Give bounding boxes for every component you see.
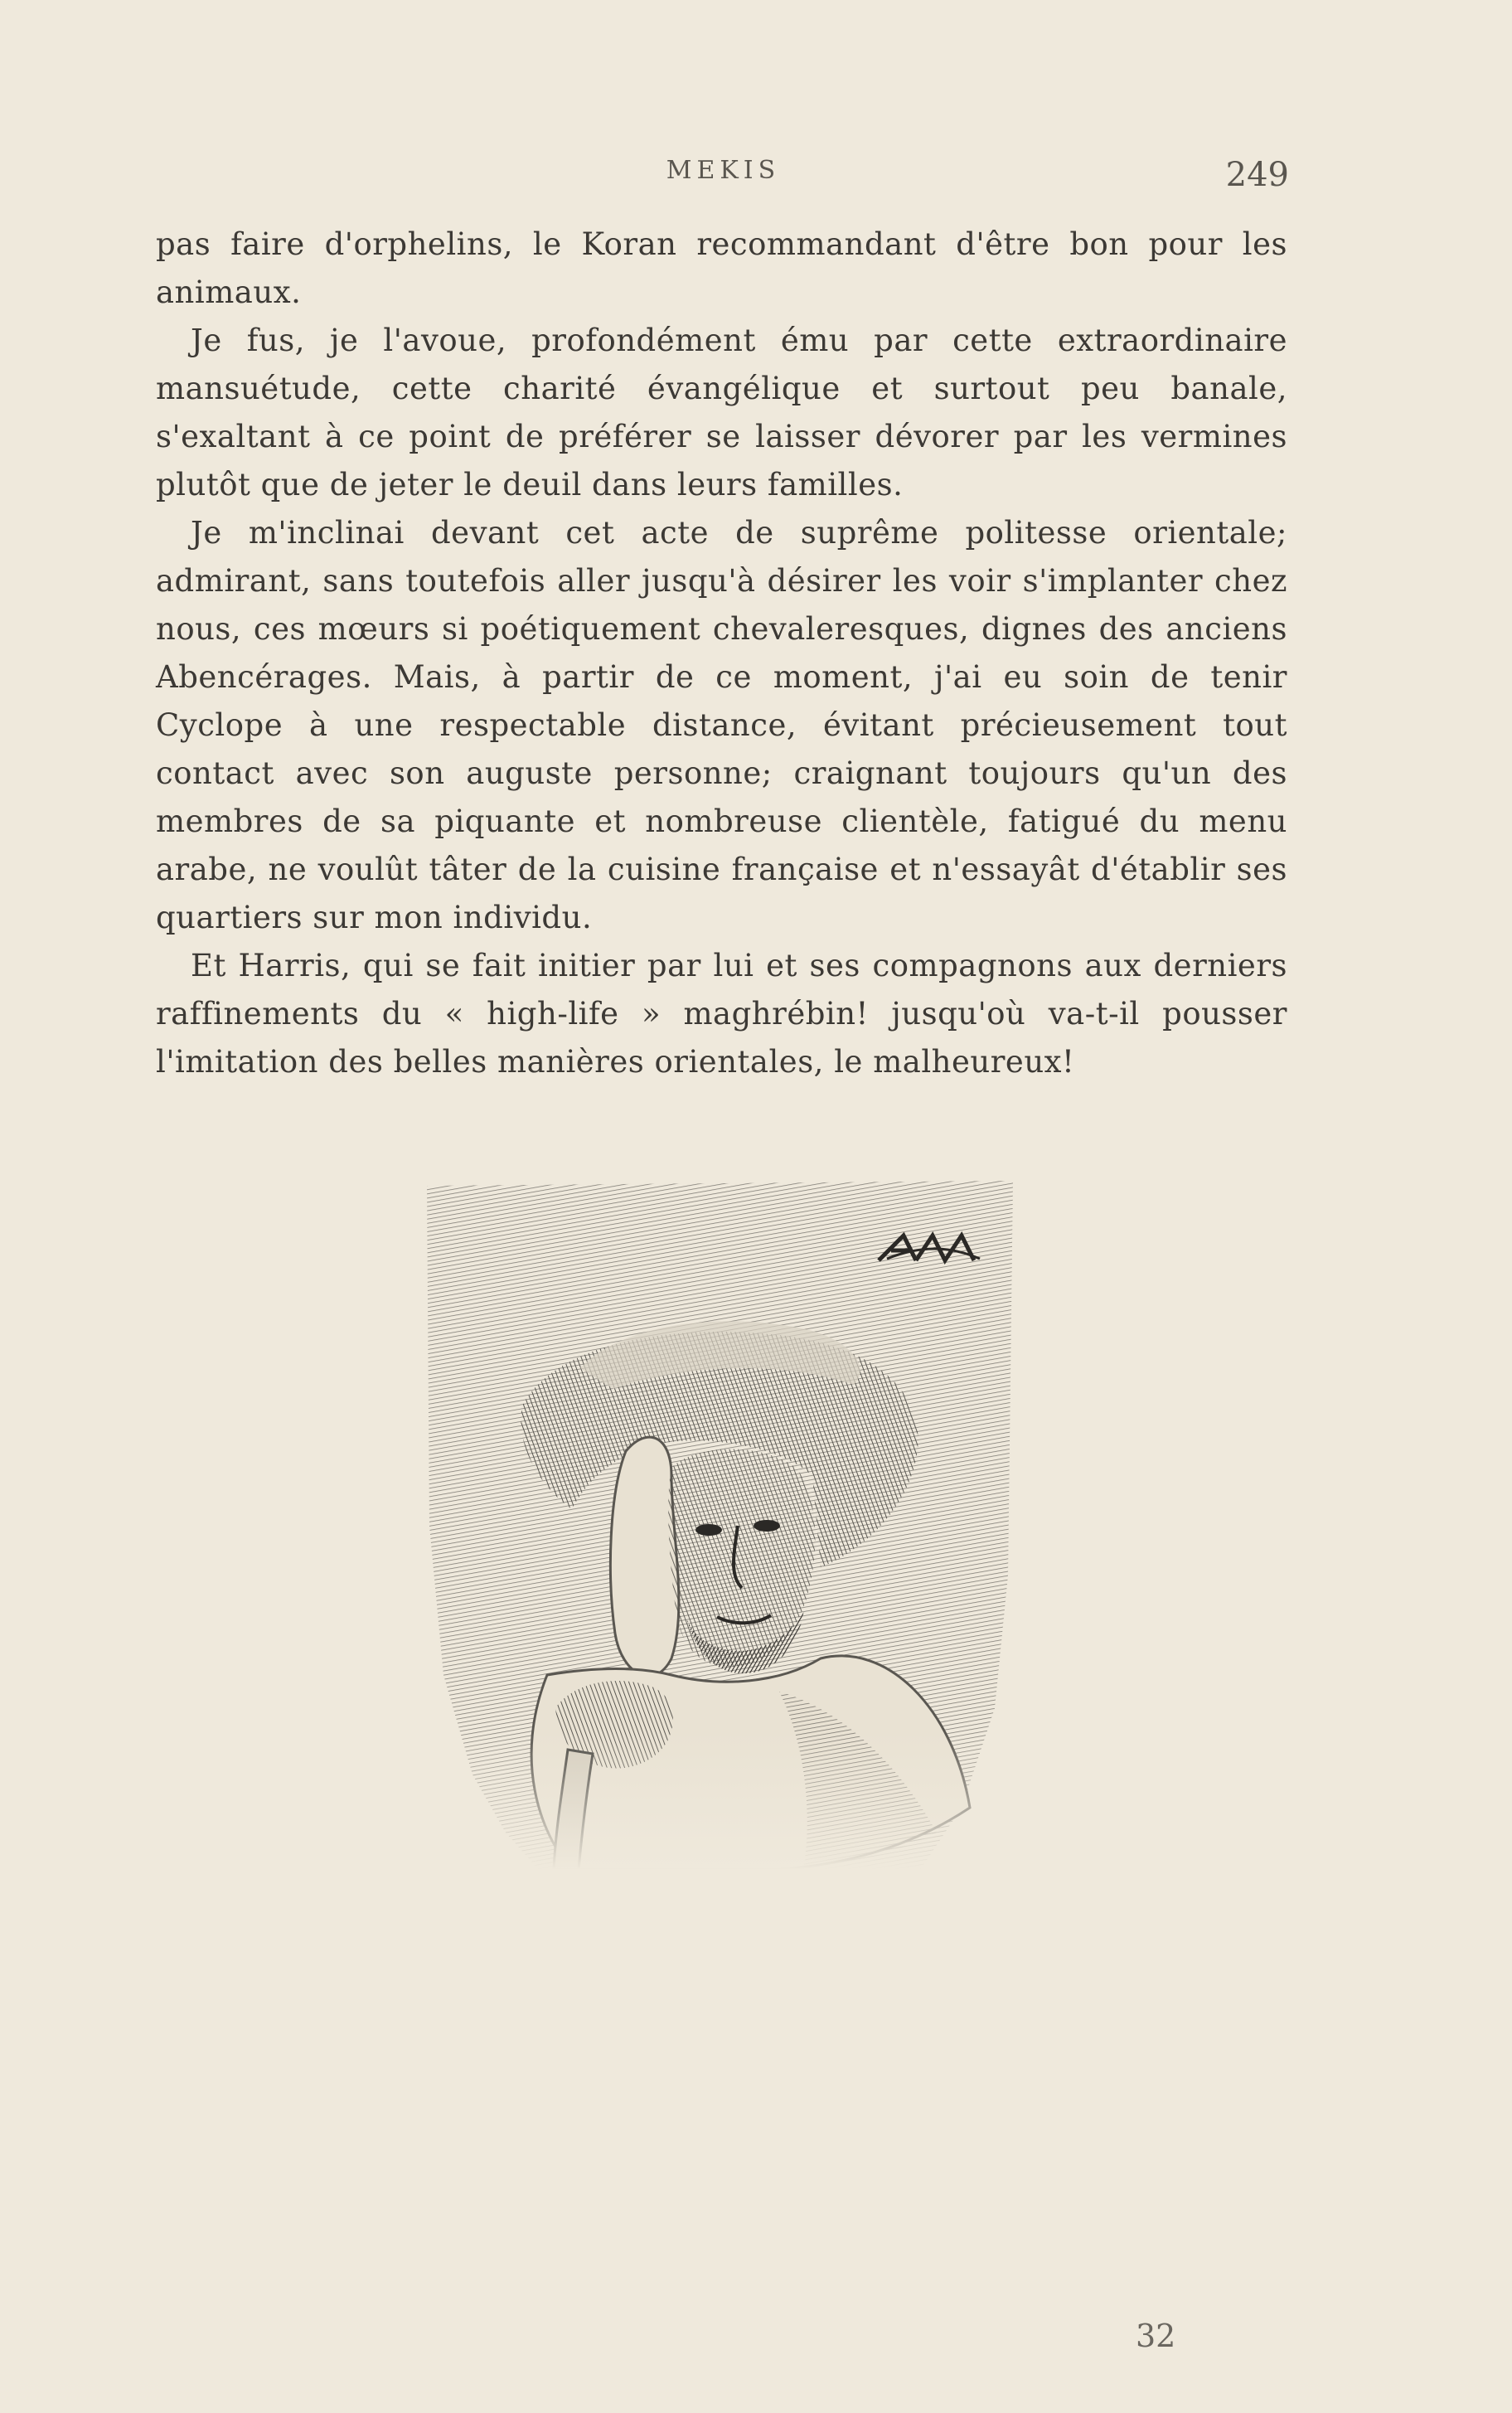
- body-text: [156, 221, 1287, 1086]
- paragraph-3: Je m'inclinai devant cet acte de suprême politesse orientale; admirant, sans toutefois aller jusqu'à désirer les voir s'implanter chez nous, ces mœurs si poétiquement chevaleresques, dignes des anciens Abencérages. Mais, à partir de ce moment, j'ai eu soin de tenir Cyclope à une respectable distance, évitant précieusement tout contact avec son auguste personne; craignant toujours qu'un des membres de sa piquante et nombreuse clientèle, fatigué du menu arabe, ne voulût tâter de la cuisine française et n'essayât d'établir ses quartiers sur mon individu.: [156, 515, 1287, 935]
- running-head: [158, 156, 1289, 206]
- paragraph-1: pas faire d'orphelins, le Koran recommandant d'être bon pour les animaux.: [156, 226, 1287, 310]
- artist-monogram: [870, 1227, 986, 1277]
- engraved-portrait-illustration: [423, 1177, 1015, 1870]
- signature-mark: 32: [1136, 2318, 1176, 2354]
- paragraph-2: Je fus, je l'avoue, profondément ému par cette extraordinaire mansuétude, cette charité évangélique et surtout peu banale, s'exaltant à ce point de préférer se laisser dévorer par les vermines plutôt que de jeter le deuil dans leurs familles.: [156, 323, 1287, 503]
- running-title: MEKIS: [666, 156, 781, 185]
- portrait-engraving: [423, 1177, 1015, 1870]
- paragraph-4: Et Harris, qui se fait initier par lui et ses compagnons aux derniers raffinements du « high-life » maghrébin! jusqu'où va-t-il pousser l'imitation des belles manières orientales, le malheureux!: [156, 948, 1287, 1080]
- engraver-signature: [554, 1787, 603, 1812]
- page-number: 249: [1225, 156, 1289, 194]
- monogram-glyph: [870, 1227, 986, 1277]
